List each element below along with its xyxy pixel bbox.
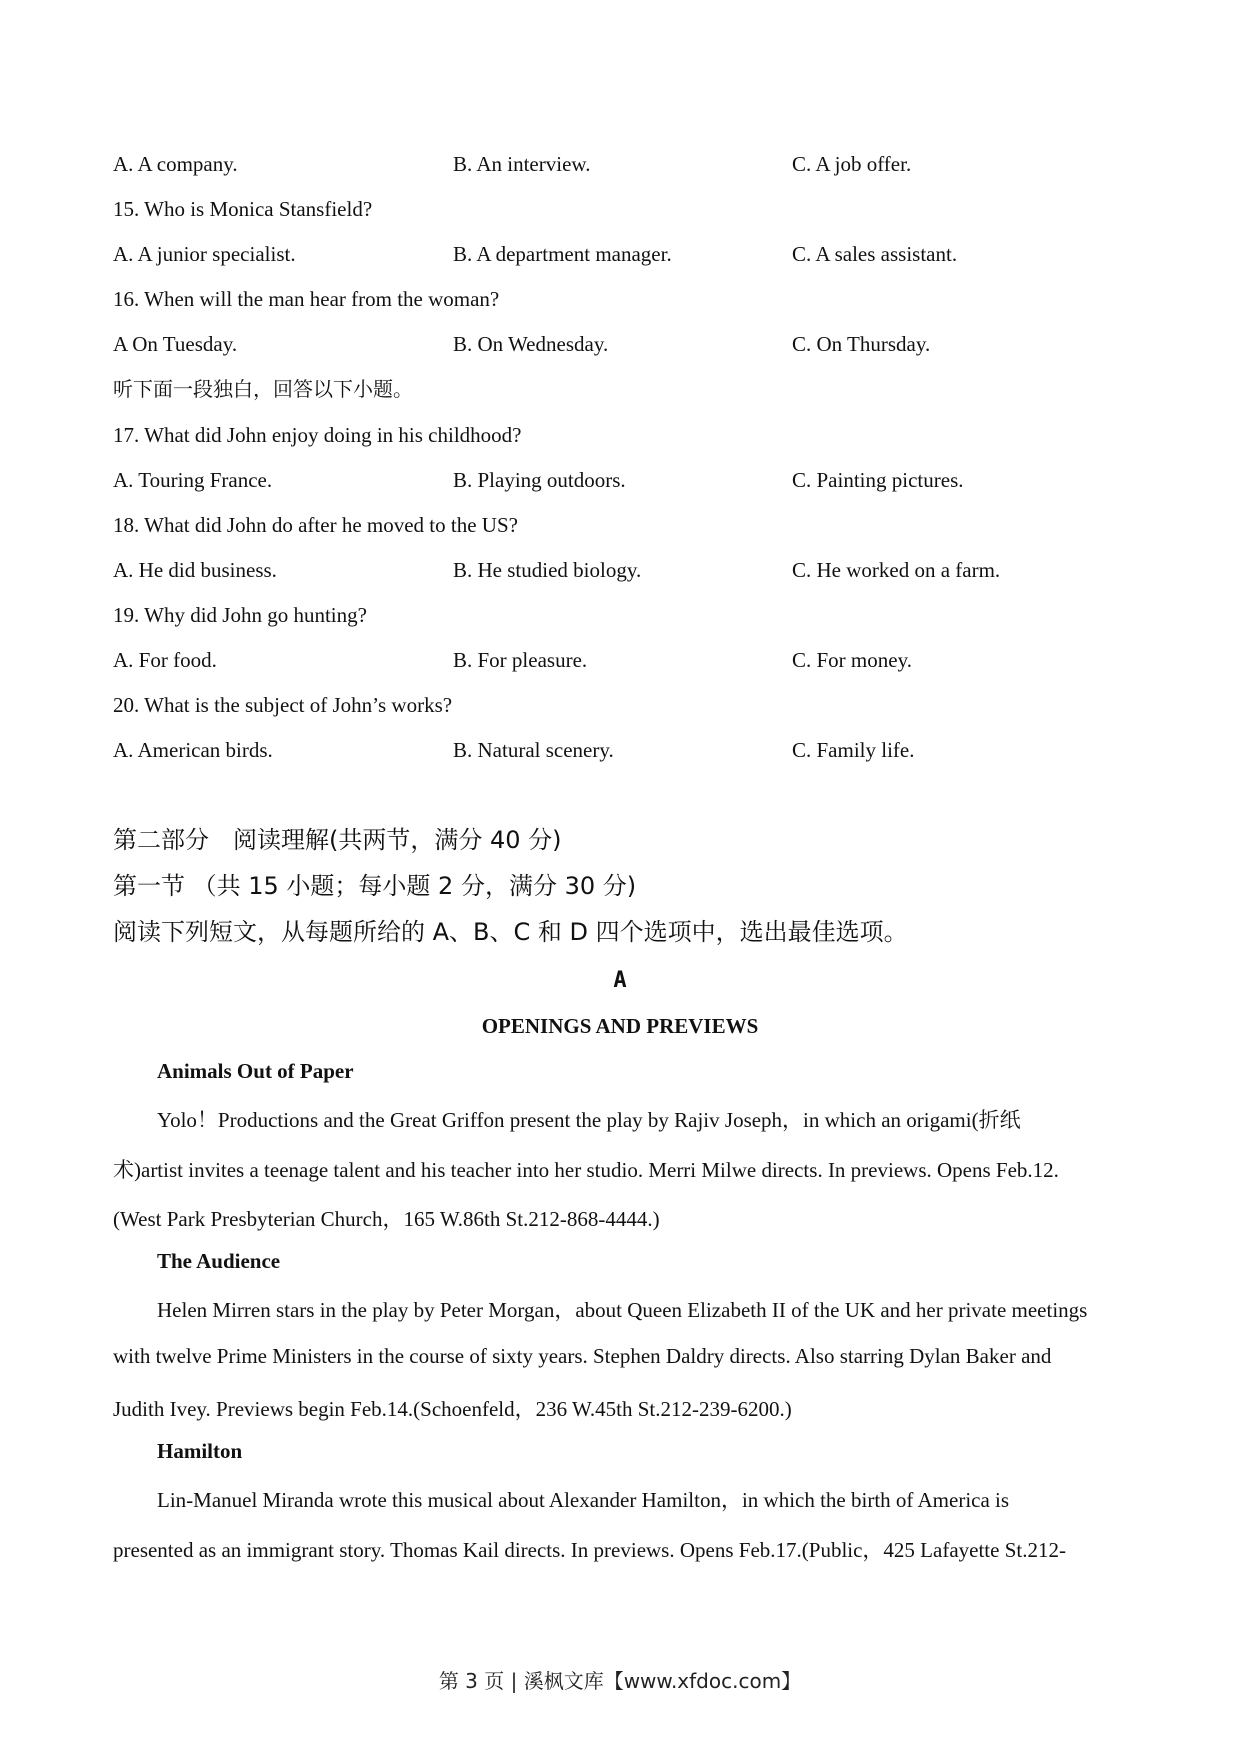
passage-letter: A	[613, 968, 627, 993]
q17-question: 17. What did John enjoy doing in his childhood?	[113, 423, 522, 447]
q14-option-b: B. An interview.	[453, 152, 591, 176]
section1-heading: 第一节 （共 15 小题；每小题 2 分，满分 30 分)	[113, 872, 637, 900]
item1-line3: (West Park Presbyterian Church，165 W.86th St.212-868-4444.)	[113, 1207, 660, 1231]
q14-option-a: A. A company.	[113, 152, 238, 176]
item1-line1: Yolo！Productions and the Great Griffon present the play by Rajiv Joseph，in which an origami(折纸	[157, 1108, 1021, 1132]
q19-option-c: C. For money.	[792, 648, 912, 672]
q16-option-a: A On Tuesday.	[113, 332, 238, 356]
q14-option-c: C. A job offer.	[792, 152, 912, 176]
item-title-hamilton: Hamilton	[157, 1439, 243, 1463]
q16-question: 16. When will the man hear from the woman?	[113, 287, 500, 311]
item3-line2: presented as an immigrant story. Thomas Kail directs. In previews. Opens Feb.17.(Public，425 Lafayette St.212-	[113, 1538, 1066, 1562]
q15-option-a: A. A junior specialist.	[113, 242, 296, 266]
page-footer: 第 3 页 | 溪枫文库【www.xfdoc.com】	[438, 1669, 802, 1693]
q17-option-a: A. Touring France.	[113, 468, 273, 492]
item3-line1: Lin-Manuel Miranda wrote this musical about Alexander Hamilton，in which the birth of America is	[157, 1488, 1010, 1512]
q15-option-b: B. A department manager.	[453, 242, 672, 266]
q20-question: 20. What is the subject of John’s works?	[113, 693, 453, 717]
q18-option-b: B. He studied biology.	[453, 558, 642, 582]
q20-option-a: A. American birds.	[113, 738, 273, 762]
q18-question: 18. What did John do after he moved to the US?	[113, 513, 518, 537]
item-title-animals-out-of-paper: Animals Out of Paper	[157, 1059, 354, 1083]
item1-line2: 术)artist invites a teenage talent and his teacher into her studio. Merri Milwe directs. In previews. Opens Feb.12.	[113, 1158, 1059, 1182]
q18-option-c: C. He worked on a farm.	[792, 558, 1001, 582]
q17-option-b: B. Playing outdoors.	[453, 468, 626, 492]
q20-option-b: B. Natural scenery.	[453, 738, 614, 762]
q20-option-c: C. Family life.	[792, 738, 915, 762]
q15-option-c: C. A sales assistant.	[792, 242, 958, 266]
q16-option-c: C. On Thursday.	[792, 332, 931, 356]
item2-line2: with twelve Prime Ministers in the course of sixty years. Stephen Daldry directs. Also starring Dylan Baker and	[113, 1344, 1052, 1368]
q19-option-a: A. For food.	[113, 648, 217, 672]
q15-question: 15. Who is Monica Stansfield?	[113, 197, 373, 221]
reading-instruction: 阅读下列短文，从每题所给的 A、B、C 和 D 四个选项中，选出最佳选项。	[113, 918, 908, 946]
passage-title: OPENINGS AND PREVIEWS	[481, 1014, 759, 1038]
q16-option-b: B. On Wednesday.	[453, 332, 609, 356]
monologue-instruction: 听下面一段独白，回答以下小题。	[113, 377, 413, 401]
item-title-the-audience: The Audience	[157, 1249, 281, 1273]
item2-line3: Judith Ivey. Previews begin Feb.14.(Schoenfeld，236 W.45th St.212-239-6200.)	[113, 1397, 792, 1421]
q19-option-b: B. For pleasure.	[453, 648, 588, 672]
q17-option-c: C. Painting pictures.	[792, 468, 964, 492]
part2-heading: 第二部分 阅读理解(共两节，满分 40 分)	[113, 826, 562, 854]
q19-question: 19. Why did John go hunting?	[113, 603, 367, 627]
q18-option-a: A. He did business.	[113, 558, 277, 582]
item2-line1: Helen Mirren stars in the play by Peter Morgan，about Queen Elizabeth II of the UK and her private meetings	[157, 1298, 1088, 1322]
